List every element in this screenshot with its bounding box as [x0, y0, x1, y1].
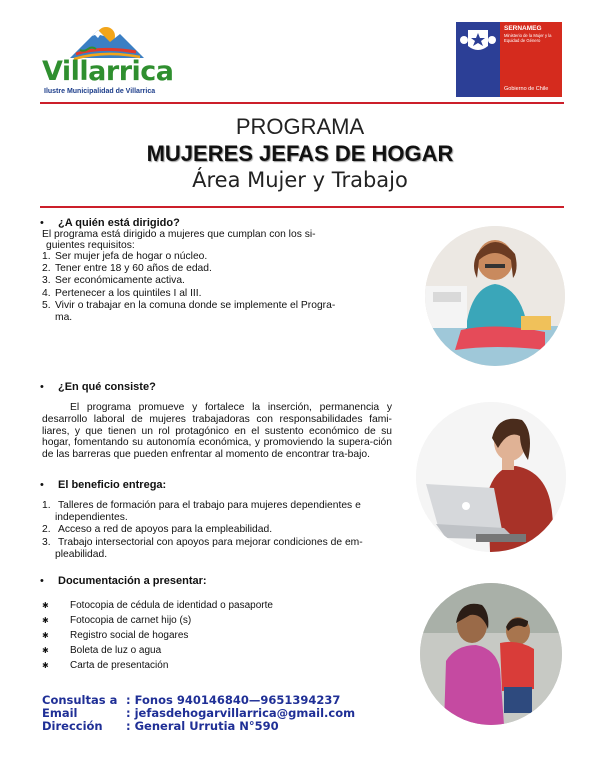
target-intro-line2: guientes requisitos: — [46, 240, 135, 251]
document-item: ✱ Fotocopia de carnet hijo (s) — [42, 615, 192, 626]
benefit-item: 1. Talleres de formación para el trabajo para mujeres dependientes e — [42, 500, 361, 511]
document-item: ✱ Carta de presentación — [42, 660, 169, 671]
title-program: PROGRAMA — [235, 114, 365, 139]
ministry-name: Ministerio de la Mujer y la Equidad de Género — [504, 33, 552, 43]
villarrica-wordmark: Villarrica — [42, 56, 174, 87]
document-item: ✱ Boleta de luz o agua — [42, 645, 162, 656]
about-paragraph: El programa promueve y fortalece la inserción, permanencia y desarrollo laboral de mujeres trabajadoras con responsabilidades fami-liares, y que tienen un rol protagónico en el sustento económico de su hogar, fomentando su autonomía económica, y promoviendo la supera-ción de las barreras que pueden enfrentar al momento de encontrar tra-bajo. — [42, 402, 392, 461]
title-divider — [40, 206, 564, 208]
document-item: ✱ Registro social de hogares — [42, 630, 189, 641]
sernameg-title: SERNAMEG — [504, 25, 542, 32]
contact-address: : General Urrutia N°590 — [126, 719, 279, 733]
government-label: Gobierno de Chile — [504, 86, 549, 92]
title-main: MUJERES JEFAS DE HOGAR — [146, 141, 454, 166]
benefit-item-continuation: independientes. — [55, 512, 128, 523]
requirement-item: 5. Vivir o trabajar en la comuna donde se implemente el Progra- — [42, 300, 336, 311]
title-area: Área Mujer y Trabajo — [192, 168, 408, 192]
requirement-item: 3. Ser económicamente activa. — [42, 275, 185, 286]
requirement-item: 1. Ser mujer jefa de hogar o núcleo. — [42, 251, 208, 262]
requirement-item-continuation: ma. — [55, 312, 73, 323]
logo-blue-panel — [456, 22, 500, 97]
photo-mother-child — [420, 583, 562, 725]
contact-email-link[interactable]: : jefasdehogarvillarrica@gmail.com — [126, 706, 356, 720]
requirement-item: 2. Tener entre 18 y 60 años de edad. — [42, 263, 212, 274]
sernameg-logo — [456, 22, 562, 97]
benefit-item: 2. Acceso a red de apoyos para la empleabilidad. — [42, 524, 273, 535]
document-item: ✱ Fotocopia de cédula de identidad o pasaporte — [42, 600, 273, 611]
requirement-item: 4. Pertenecer a los quintiles I al III. — [42, 288, 202, 299]
documents-heading: • Documentación a presentar: — [40, 575, 207, 587]
benefit-heading: • El beneficio entrega: — [40, 479, 167, 491]
coat-of-arms-icon — [456, 22, 500, 62]
municipality-subtitle: Ilustre Municipalidad de Villarrica — [44, 88, 156, 95]
contact-label-email: Email — [42, 706, 78, 720]
benefit-item-continuation: pleabilidad. — [55, 549, 108, 560]
contact-phones: : Fonos 940146840—9651394237 — [126, 693, 341, 707]
contact-label-address: Dirección — [42, 719, 103, 733]
contact-label-phones: Consultas a — [42, 693, 118, 707]
benefit-item: 3. Trabajo intersectorial con apoyos para mejorar condiciones de em- — [42, 537, 363, 548]
villarrica-logo — [40, 22, 172, 98]
about-heading: • ¿En qué consiste? — [40, 381, 156, 393]
photo-woman-sewing — [425, 226, 565, 366]
header-divider — [40, 102, 564, 104]
photo-woman-laptop — [416, 402, 566, 552]
target-heading: • ¿A quién está dirigido? — [40, 217, 180, 229]
target-intro-line1: El programa está dirigido a mujeres que cumplan con los si- — [42, 229, 316, 240]
